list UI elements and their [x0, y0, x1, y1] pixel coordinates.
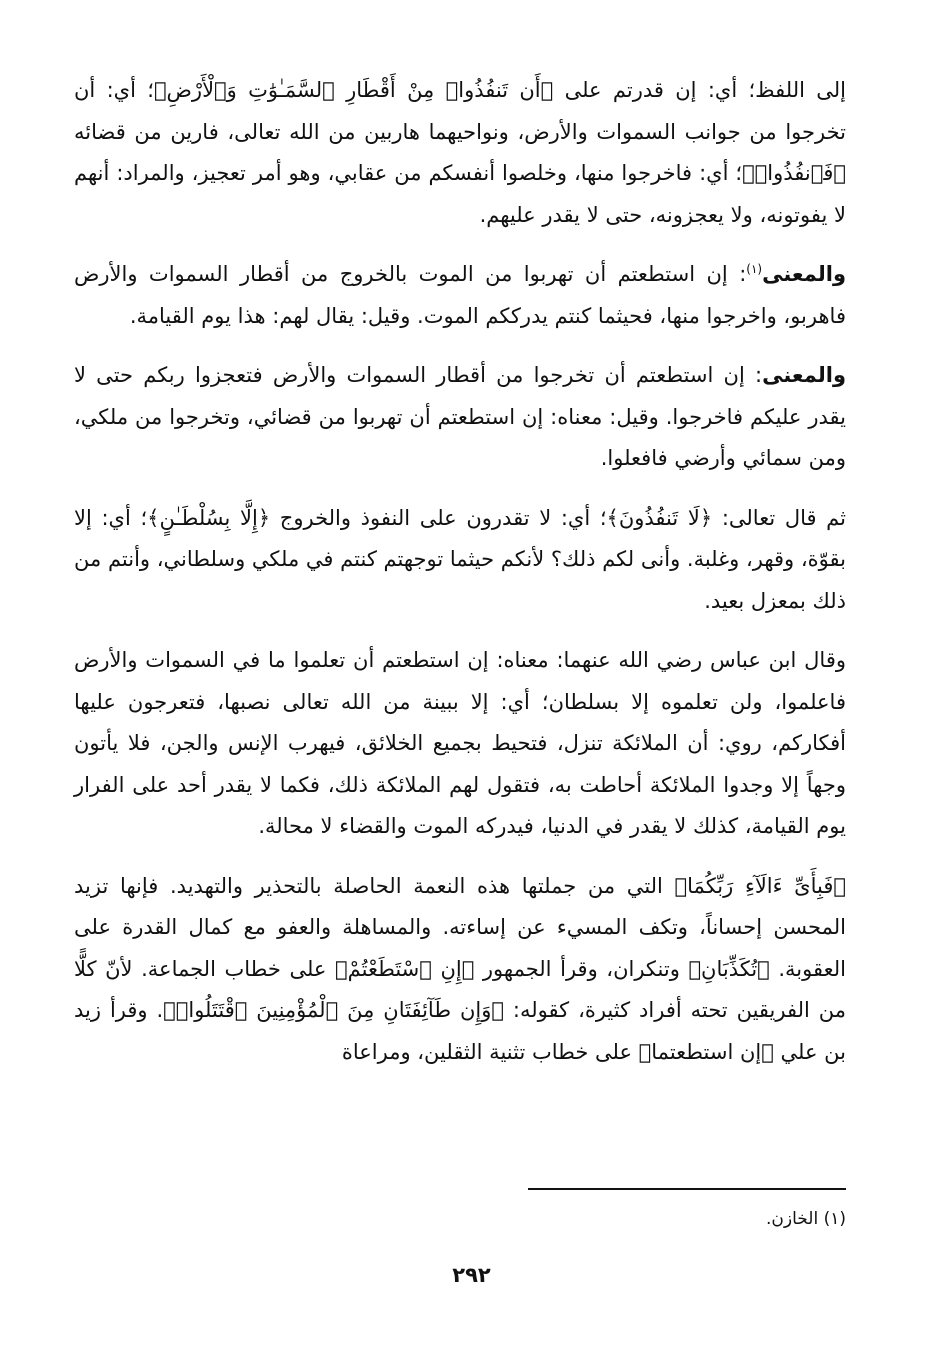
page-number-text: ٢٩٢	[452, 1263, 491, 1287]
paragraph-3-text: : إن استطعتم أن تخرجوا من أقطار السموات والأرض فتعجزوا ربكم حتى لا يقدر عليكم فاخرجوا. وقيل: معناه: إن استطعتم أن تهربوا من قضائي، وتخرجوا من ملكي، ومن سمائي وأرضي فافعلوا.	[74, 363, 846, 470]
paragraph-4-text: ثم قال تعالى: ﴿لَا تَنفُذُونَ﴾؛ أي: لا تقدرون على النفوذ والخروج ﴿إِلَّا بِسُلْطَـٰنٍ﴾؛ أي: إلا بقوّة، وقهر، وغلبة. وأنى لكم ذلك؟ لأنكم حيثما توجهتم كنتم في ملكي وسلطاني، وأنتم من ذلك بمعزل بعيد.	[74, 505, 846, 613]
footnote-marker: (١)	[746, 262, 763, 276]
paragraph-5-text: وقال ابن عباس رضي الله عنهما: معناه: إن استطعتم أن تعلموا ما في السموات والأرض فاعلموا، ولن تعلموه إلا بسلطان؛ أي: إلا ببينة من الله تعالى نصبها، فتعرجون عليها أفكاركم، روي: أن الملائكة تنزل، فتحيط بجميع الخلائق، فيهرب الإنس والجن، فلا يأتون وجهاً إلا وجدوا الملائكة أحاطت به، فتقول لهم الملائكة ذلك، فكما لا يقدر أحد على الفرار يوم القيامة، كذلك لا يقدر في الدنيا، فيدركه الموت والقضاء لا محالة.	[74, 648, 846, 838]
footnote	[766, 1206, 846, 1232]
paragraph-3-lead: والمعنى	[762, 363, 846, 387]
paragraph-4	[74, 498, 846, 623]
paragraph-2-lead: والمعنى	[762, 262, 846, 286]
paragraph-2	[74, 254, 846, 337]
paragraph-5	[74, 640, 846, 848]
paragraph-6	[74, 866, 846, 1074]
paragraph-1-text: إلى اللفظ؛ أي: إن قدرتم على ﴿أَن تَنفُذُوا۟ مِنْ أَقْطَارِ ٱلسَّمَـٰوَٰتِ وَٱلْأَرْضِ﴾؛ أي: أن تخرجوا من جوانب السموات والأرض، ونواحيهما هاربين من الله تعالى، فارين من قضائه ﴿فَٱنفُذُوا۟﴾؛ أي: فاخرجوا منها، وخلصوا أنفسكم من عقابي، وهو أمر تعجيز، والمراد: أنهم لا يفوتونه، ولا يعجزونه، حتى لا يقدر عليهم.	[74, 78, 846, 227]
page-body	[74, 70, 846, 1091]
page-number	[0, 1263, 943, 1287]
footnote-text: (١) الخازن.	[766, 1209, 846, 1229]
paragraph-3	[74, 355, 846, 480]
footnote-divider	[528, 1188, 846, 1190]
paragraph-1	[74, 70, 846, 236]
paragraph-6-text: ﴿فَبِأَىِّ ءَالَآءِ رَبِّكُمَا﴾ التي من جملتها هذه النعمة الحاصلة بالتحذير والتهديد. فإنها تزيد المحسن إحساناً، وتكف المسيء عن إساءته. والمساهلة والعفو مع كمال القدرة على العقوبة. ﴿تُكَذِّبَانِ﴾ وتنكران، وقرأ الجمهور ﴿إِنِ ٱسْتَطَعْتُمْ﴾ على خطاب الجماعة. لأنّ كلًّا من الفريقين تحته أفراد كثيرة، كقوله: ﴿وَإِن طَآئِفَتَانِ مِنَ ٱلْمُؤْمِنِينَ ٱقْتَتَلُوا۟﴾. وقرأ زيد بن علي ﴿إن استطعتما﴾ على خطاب تثنية الثقلين، ومراعاة	[74, 873, 846, 1064]
paragraph-2-text: : إن استطعتم أن تهربوا من الموت بالخروج من أقطار السموات والأرض فاهربو، واخرجوا منها، فحيثما كنتم يدرككم الموت. وقيل: يقال لهم: هذا يوم القيامة.	[74, 262, 846, 328]
